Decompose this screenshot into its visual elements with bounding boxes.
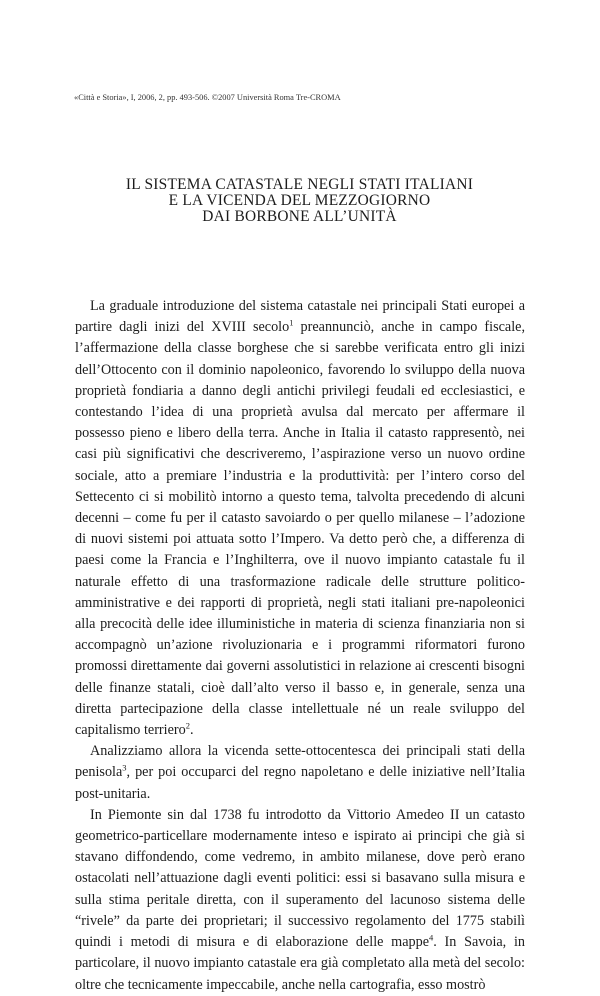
paragraph-1-text-a: La graduale introduzione del sistema catastale nei principali Stati europei a partire dagli inizi del XVIII secolo: [75, 298, 525, 336]
footnote-ref-2[interactable]: 2: [185, 720, 190, 731]
paragraph-1-text-c: .: [189, 722, 194, 739]
article-body: [75, 296, 525, 996]
footnote-ref-4[interactable]: 4: [429, 932, 434, 943]
paragraph-3-text-b: . In Savoia, in particolare, il nuovo impianto catastale era già completato alla metà del secolo: oltre che tecnicamente impeccabile, anche nella cartografia, esso mostrò: [75, 934, 525, 993]
journal-citation: «Città e Storia», I, 2006, 2, pp. 493-506. ©2007 Università Roma Tre-CROMA: [74, 93, 341, 102]
paragraph-2-text-a: Analizziamo allora la vicenda sette-ottocentesca dei principali stati della penisola: [75, 743, 525, 781]
footnote-ref-3[interactable]: 3: [122, 762, 127, 773]
title-line-3: DAI BORBONE ALL’UNITÀ: [202, 208, 397, 225]
paragraph-2: [75, 741, 525, 805]
paragraph-1-text-b: preannunciò, anche in campo fiscale, l’affermazione della classe borghese che si sarebbe verificata entro gli inizi dell’Ottocento con il dominio napoleonico, favorendo lo sviluppo della nuova proprietà fondiaria a danno degli antichi privilegi feudali ed ecclesiastici, e contestando l’idea di una proprietà avulsa dal mercato per affermare il possesso pieno e libero della terra. Anche in Italia il catasto rappresentò, nei casi più significativi che descriveremo, l’aspirazione verso un nuovo ordine sociale, atto a premiare l’industria e la produttività: per l’intero corso del Settecento ci si mobilitò intorno a questo tema, talvolta precedendo di alcuni decenni – come fu per il catasto savoiardo o per quello milanese – l’adozione di nuovi sistemi poi attuata sotto l’Impero. Va detto però che, a differenza di paesi come la Francia e l’Inghilterra, ove il nuovo impianto catastale fu il naturale effetto di una trasformazione radicale delle strutture politico-amministrative e dei rapporti di proprietà, negli stati italiani pre-napoleonici alla precocità delle idee illuministiche in materia di scienza finanziaria non si accompagnò un’azione rivoluzionaria e i programmi riformatori furono promossi direttamente dai governi assolutistici in relazione ai crescenti bisogni delle finanze statali, cioè dall’alto verso il basso e, in generale, senza una diretta partecipazione della classe intellettuale né un reale sviluppo del capitalismo terriero: [75, 319, 525, 739]
footnote-ref-1[interactable]: 1: [289, 317, 294, 328]
title-line-2: E LA VICENDA DEL MEZZOGIORNO: [168, 192, 431, 209]
title-line-1: IL SISTEMA CATASTALE NEGLI STATI ITALIANI: [125, 176, 474, 193]
article-title: [74, 177, 525, 225]
paragraph-3-text-a: In Piemonte sin dal 1738 fu introdotto da Vittorio Amedeo II un catasto geometrico-particellare modernamente inteso e ispirato ai principi che già si stavano diffondendo, come vedremo, in ambito milanese, dove però erano ostacolati nell’attuazione dagli eventi politici: essi si basavano sulla misura e sulla stima peritale diretta, con il superamento del lacunoso sistema delle “rivele” da parte dei proprietari; il successivo regolamento del 1775 stabilì quindi i metodi di misura e di elaborazione delle mappe: [75, 806, 525, 951]
paragraph-3: [75, 805, 525, 996]
paragraph-2-text-b: , per poi occuparci del regno napoletano e delle iniziative nell’Italia post-unitaria.: [75, 764, 525, 802]
paragraph-1: [75, 296, 525, 741]
